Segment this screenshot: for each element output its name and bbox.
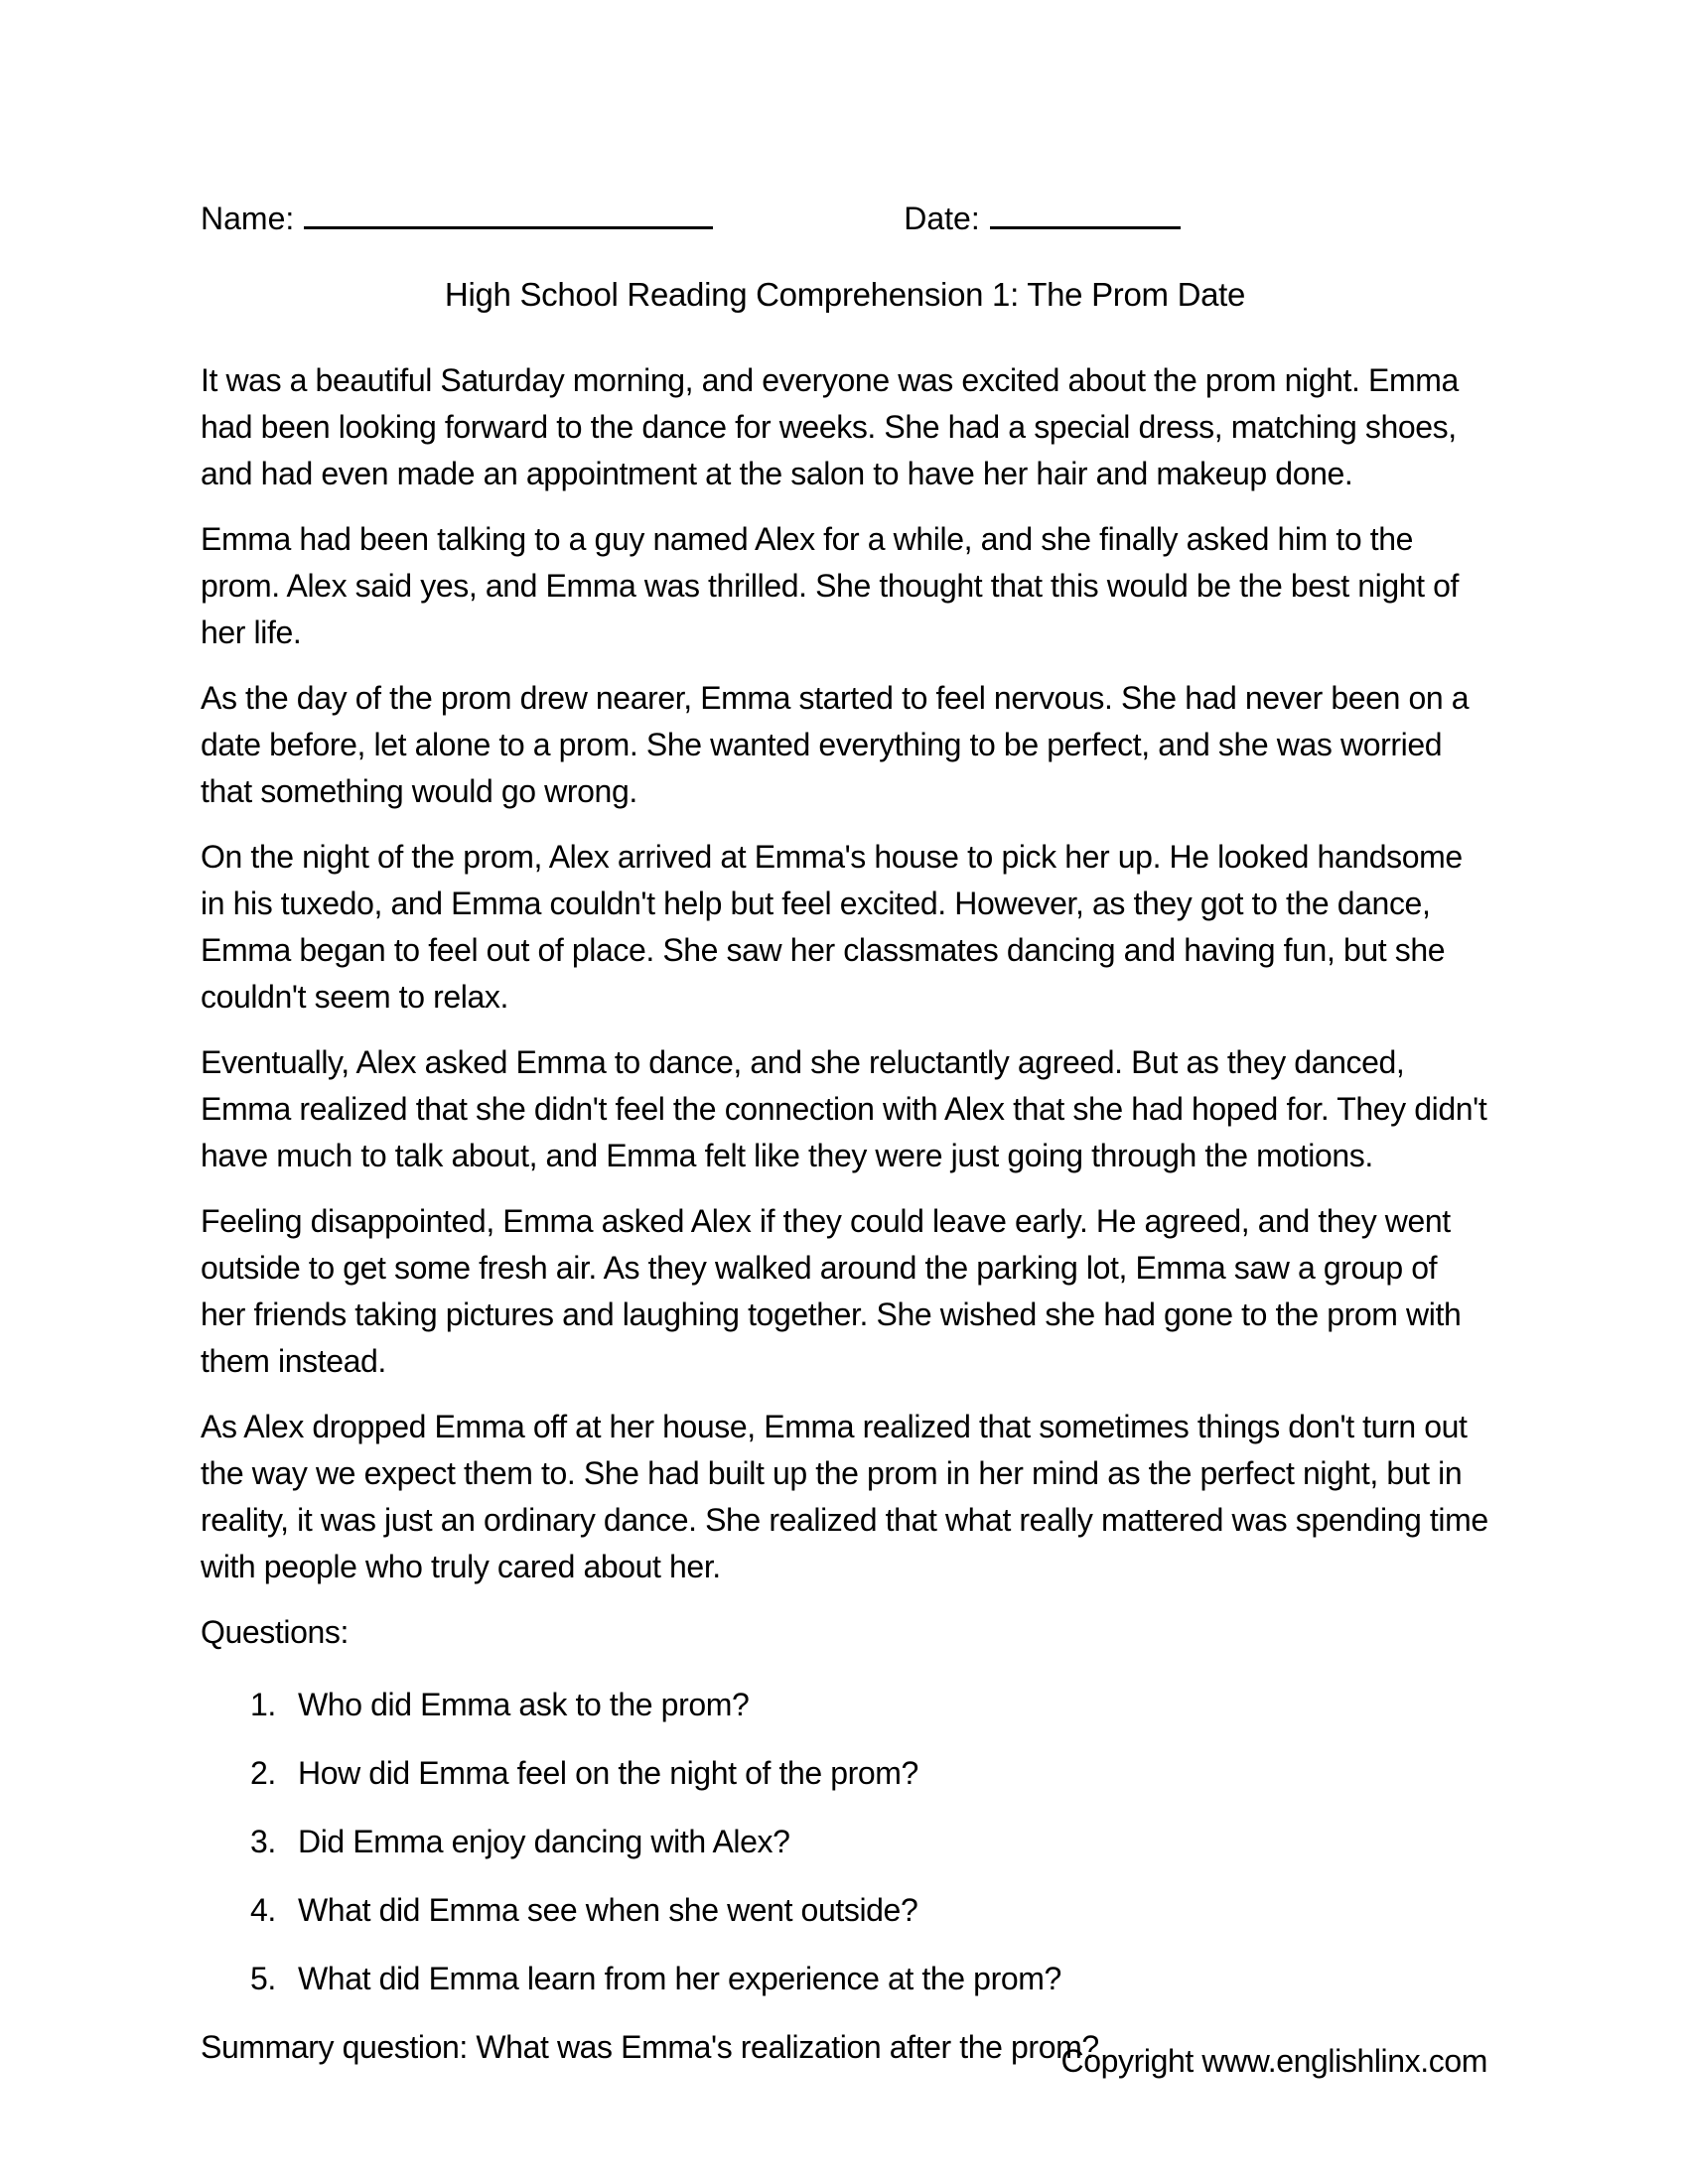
name-date-row [201, 197, 1489, 238]
story-paragraph-2: Emma had been talking to a guy named Alex for a while, and she finally asked him to the prom. Alex said yes, and Emma was thrilled. She thought that this would be the best night of her life. [201, 521, 1460, 650]
question-text: What did Emma see when she went outside? [298, 1892, 918, 1928]
question-item-3 [250, 1819, 1489, 1865]
date-fill-in-blank [990, 197, 1181, 229]
name-fill-in-blank [304, 197, 713, 229]
question-number: 1. [250, 1687, 276, 1722]
question-text: Did Emma enjoy dancing with Alex? [298, 1824, 790, 1859]
question-number: 3. [250, 1824, 276, 1859]
question-item-5 [250, 1956, 1489, 2002]
question-text: What did Emma learn from her experience at the prom? [298, 1961, 1061, 1996]
date-label: Date: [904, 201, 980, 236]
summary-question: Summary question: What was Emma's realization after the prom? [201, 2029, 1099, 2065]
story-paragraph-7: As Alex dropped Emma off at her house, Emma realized that sometimes things don't turn out the way we expect them to. She had built up the prom in her mind as the perfect night, but in reality, it was just an ordinary dance. She realized that what really mattered was spending time with people who truly cared about her. [201, 1409, 1488, 1584]
story-paragraph-3: As the day of the prom drew nearer, Emma started to feel nervous. She had never been on a date before, let alone to a prom. She wanted everything to be perfect, and she was worried that something would go wrong. [201, 680, 1470, 809]
story-paragraph-5: Eventually, Alex asked Emma to dance, and she reluctantly agreed. But as they danced, Emma realized that she didn't feel the connection with Alex that she had hoped for. They didn't have much to talk about, and Emma felt like they were just going through the motions. [201, 1044, 1487, 1173]
worksheet-title: High School Reading Comprehension 1: The Prom Date [444, 276, 1246, 313]
question-text: How did Emma feel on the night of the prom? [298, 1755, 918, 1791]
question-item-4 [250, 1887, 1489, 1934]
question-item-1 [250, 1682, 1489, 1728]
story-paragraph-4: On the night of the prom, Alex arrived at Emma's house to pick her up. He looked handsome in his tuxedo, and Emma couldn't help but feel excited. However, as they got to the dance, Emma began to feel out of place. She saw her classmates dancing and having fun, but she couldn't seem to relax. [201, 839, 1463, 1015]
date-group [904, 197, 1180, 238]
question-text: Who did Emma ask to the prom? [298, 1687, 750, 1722]
question-number: 4. [250, 1892, 276, 1928]
story-paragraph-6: Feeling disappointed, Emma asked Alex if they could leave early. He agreed, and they went outside to get some fresh air. As they walked around the parking lot, Emma saw a group of her friends taking pictures and laughing together. She wished she had gone to the prom with them instead. [201, 1203, 1462, 1379]
question-number: 5. [250, 1961, 276, 1996]
question-item-2 [250, 1750, 1489, 1797]
questions-heading: Questions: [201, 1614, 349, 1650]
questions-list [201, 1682, 1489, 2002]
name-label: Name: [201, 201, 295, 236]
story-paragraph-1: It was a beautiful Saturday morning, and everyone was excited about the prom night. Emma had been looking forward to the dance for weeks. She had a special dress, matching shoes, and had even made an appointment at the salon to have her hair and makeup done. [201, 362, 1459, 491]
copyright-text: Copyright www.englishlinx.com [1060, 2043, 1487, 2079]
question-number: 2. [250, 1755, 276, 1791]
